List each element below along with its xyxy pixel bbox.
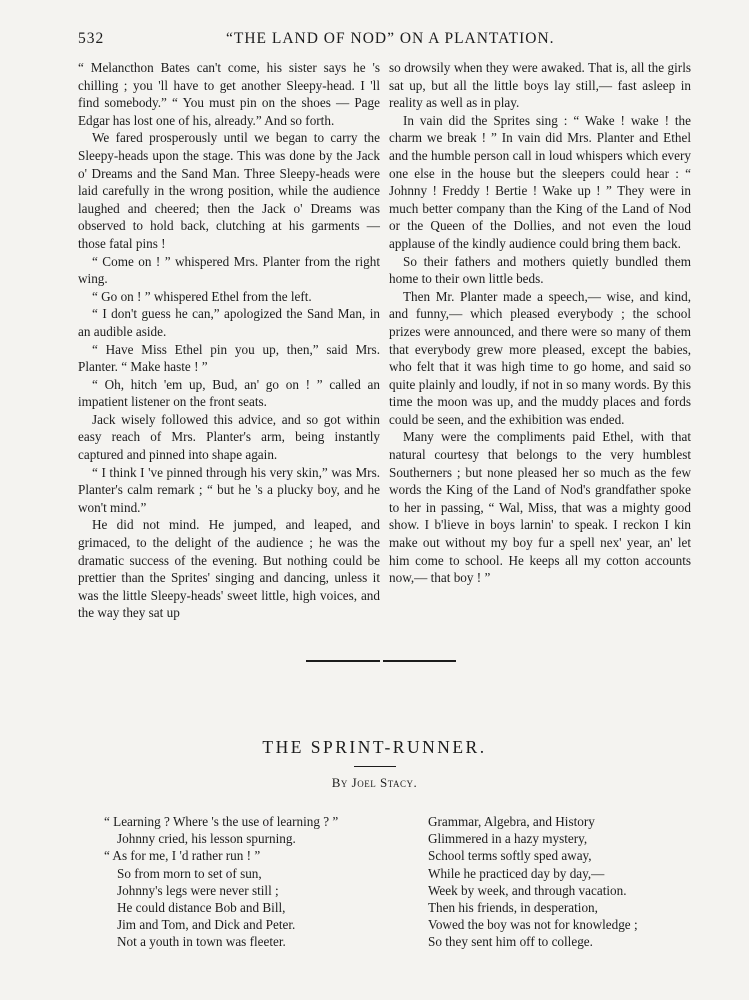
poem-line: Johnny cried, his lesson spurning.	[117, 831, 296, 847]
left-text-column	[78, 59, 380, 622]
poem-line: So they sent him off to college.	[428, 934, 593, 950]
paragraph: so drowsily when they were awaked. That is, all the girls sat up, but all the little boys lay still,— fast asleep in reality as well as in play.	[389, 60, 691, 111]
poem-line: While he practiced day by day,—	[428, 865, 605, 881]
page-header	[78, 30, 678, 52]
poem-stanza-right	[428, 813, 638, 951]
paragraph: Many were the compliments paid Ethel, with that natural courtesy that belongs to the very humblest Southerners ; but none pleased her so much as the few words the King of the Land of Nod's grandfather spoke to her in passing, “ Wal, Miss, that was a mighty good show. I b'lieve in boys larnin' to speak. I reckon I kin make out without my boy fur a spell nex' year, an' let him come to school. He keeps all my cotton accounts now,— that boy ! ”	[389, 429, 691, 586]
poem-title: THE SPRINT-RUNNER.	[262, 737, 487, 757]
page-number: 532	[78, 30, 105, 47]
poem-line: Glimmered in a hazy mystery,	[428, 831, 588, 847]
paragraph: He did not mind. He jumped, and leaped, and grimaced, to the delight of the audience ; he was the dramatic success of the evening. But nothing could be prettier than the Sprites' singing and dancing, unless it was the little Sleepy-heads' sweet little, high voices, and the way they sat up	[78, 517, 380, 621]
poem-line: Grammar, Algebra, and History	[428, 814, 595, 829]
title-underline-rule	[354, 766, 396, 767]
poem-line: “ As for me, I 'd rather run ! ”	[104, 848, 261, 864]
poem-byline: By Joel Stacy.	[331, 775, 418, 790]
paragraph: So their fathers and mothers quietly bundled them home to their own little beds.	[389, 253, 691, 287]
paragraph: “ Melancthon Bates can't come, his sister says he 's chilling ; you 'll have to get another Sleepy-head. I 'll find somebody.” “ You must pin on the shoes — Page Edgar has lost one of his, already.” And so forth.	[78, 60, 380, 128]
poem-line: Not a youth in town was fleeter.	[117, 934, 286, 950]
paragraph: “ I think I 've pinned through his very skin,” was Mrs. Planter's calm remark ; “ but he 's a plucky boy, and he won't mind.”	[78, 464, 380, 515]
poem-stanza-left	[104, 813, 338, 951]
paragraph: “ Come on ! ” whispered Mrs. Planter from the right wing.	[78, 253, 380, 287]
poem-line: Vowed the boy was not for knowledge ;	[428, 917, 638, 933]
paragraph: Jack wisely followed this advice, and so got within easy reach of Mrs. Planter's arm, being instantly captured and pinned into shape again.	[78, 411, 380, 463]
divider-rule-left	[306, 660, 380, 662]
paragraph: “ I don't guess he can,” apologized the Sand Man, in an audible aside.	[78, 306, 380, 339]
paragraph: Then Mr. Planter made a speech,— wise, and kind, and funny,— which pleased everybody ; the school prizes were announced, and there were so many of them that everybody grew more pleased, except the babies, who felt that it was high time to go home, and said so quite plainly and loudly, if not in so many words. By this time the moon was up, and the muddy places and fords could be seen, and the exhibition was ended.	[389, 288, 691, 427]
paragraph: We fared prosperously until we began to carry the Sleepy-heads upon the stage. This was done by the Jack o' Dreams and the Sand Man. Three Sleepy-heads were laid carefully in the wrong position, while the audience laughed and cheered; then the Jack o' Dreams was observed to hold back, clutching at his garments — those fatal pins !	[78, 130, 380, 251]
poem-line: Johnny's legs were never still ;	[117, 882, 279, 898]
paragraph: “ Oh, hitch 'em up, Bud, an' go on ! ” called an impatient listener on the front seats.	[78, 376, 380, 410]
paragraph: “ Have Miss Ethel pin you up, then,” said Mrs. Planter. “ Make haste ! ”	[78, 341, 380, 375]
section-divider	[306, 660, 456, 662]
poem-line: So from morn to set of sun,	[117, 865, 262, 881]
poem-line: “ Learning ? Where 's the use of learning ? ”	[104, 814, 339, 829]
running-head: “THE LAND OF NOD” ON A PLANTATION.	[226, 30, 555, 47]
paragraph: In vain did the Sprites sing : “ Wake ! wake ! the charm we break ! ” In vain did Mrs. Planter and Ethel and the humble person call in loud whispers which every one else in the house but the sleepers could hear : “ Johnny ! Freddy ! Bertie ! Wake up ! ” They were in much better company than the King of the Land of Nod or the Queen of the Dollies, and not even the loud applause of the kindly audience could bring them back.	[389, 112, 691, 251]
poem-line: Then his friends, in desperation,	[428, 900, 598, 916]
poem-line: School terms softly sped away,	[428, 848, 592, 864]
right-text-column	[389, 59, 691, 587]
paragraph: “ Go on ! ” whispered Ethel from the left.	[92, 288, 312, 304]
poem-line: Week by week, and through vacation.	[428, 882, 627, 898]
poem-line: Jim and Tom, and Dick and Peter.	[117, 917, 296, 933]
divider-rule-right	[383, 660, 457, 662]
poem-line: He could distance Bob and Bill,	[117, 900, 286, 916]
